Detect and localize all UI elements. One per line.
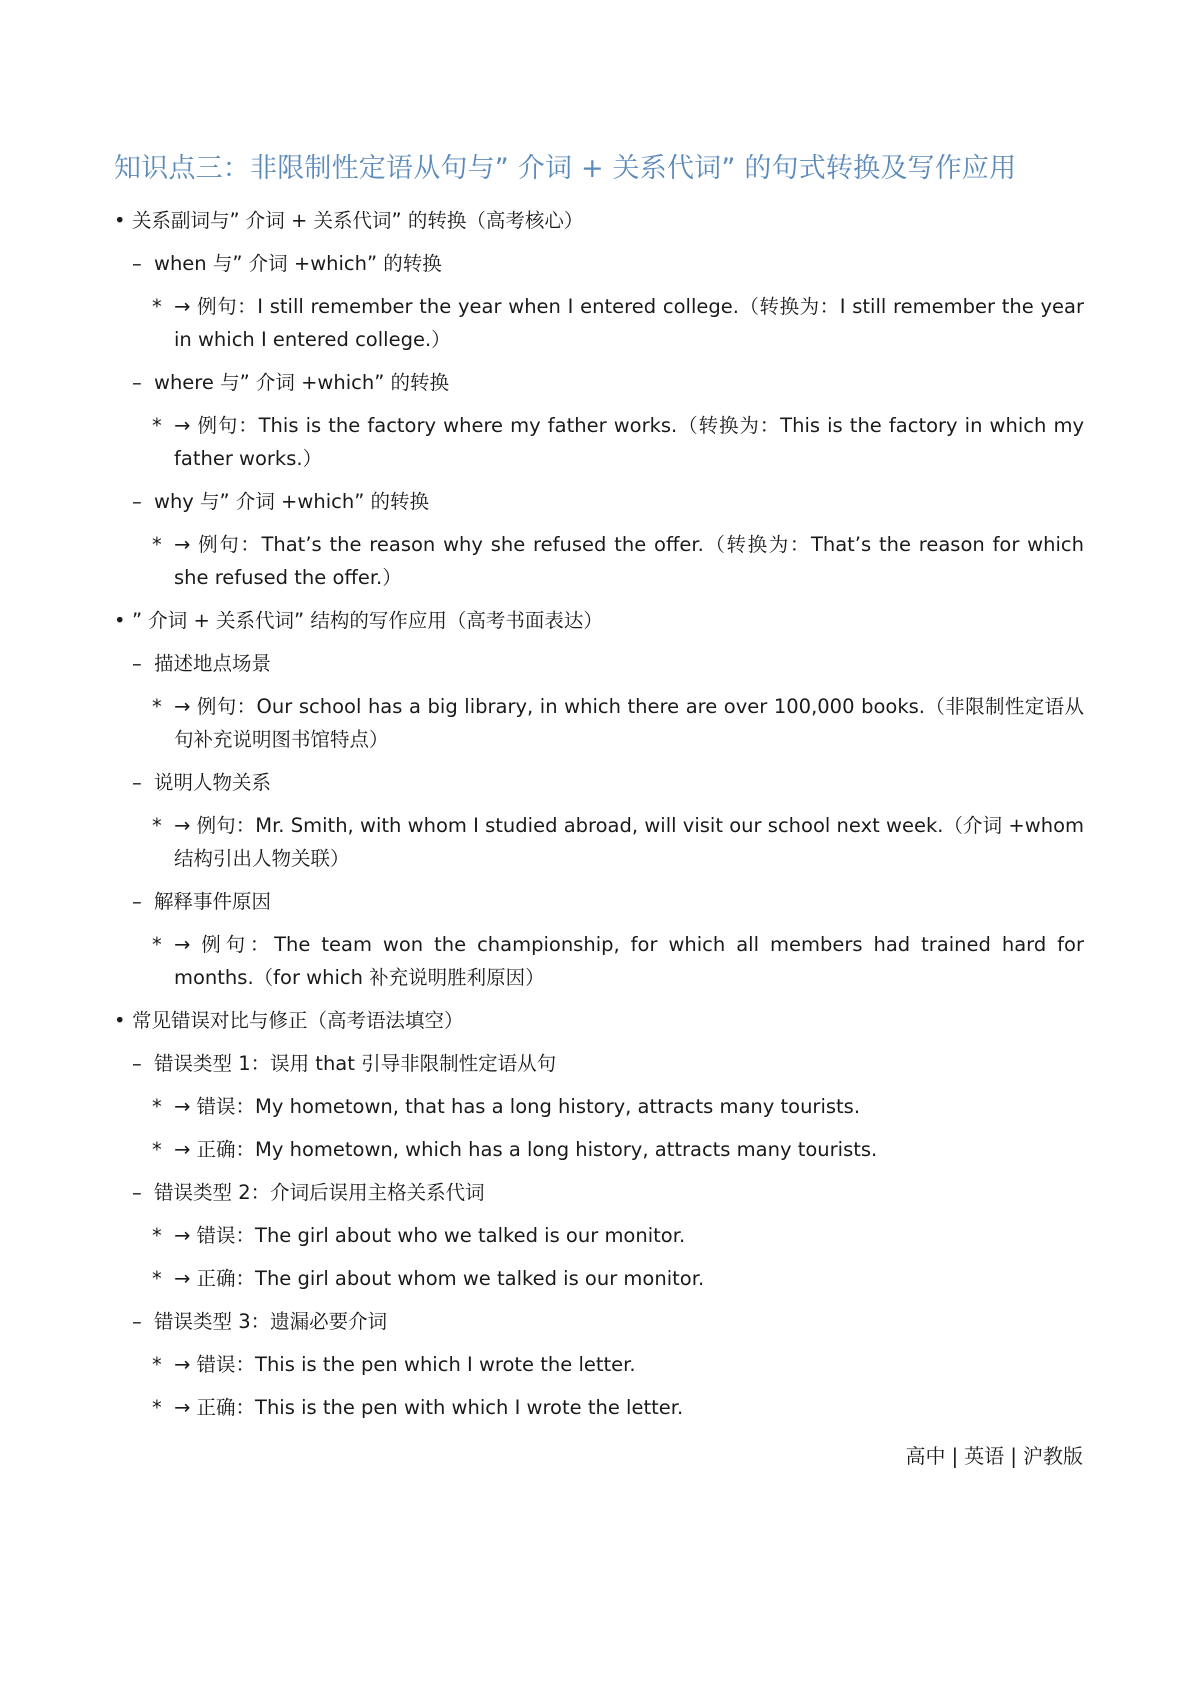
- list-item: [114, 604, 1084, 637]
- star-marker: *: [152, 533, 162, 556]
- example-item: [114, 690, 1084, 756]
- star-marker: *: [152, 814, 162, 837]
- item-text: → 例句：That’s the reason why she refused the offer.（转换为：That’s the reason for which she refused the offer.）: [174, 533, 1084, 589]
- sub-item: [114, 647, 1084, 680]
- item-text: when 与” 介词 +which” 的转换: [154, 252, 442, 275]
- example-item: [114, 409, 1084, 475]
- footer-stage: 高中: [905, 1444, 946, 1468]
- sub-item: [114, 766, 1084, 799]
- item-text: → 正确：This is the pen with which I wrote the letter.: [174, 1396, 684, 1419]
- dash-marker: –: [132, 1310, 142, 1333]
- item-text: where 与” 介词 +which” 的转换: [154, 371, 450, 394]
- sub-item: [114, 485, 1084, 518]
- example-item: [114, 290, 1084, 356]
- example-item: [114, 528, 1084, 594]
- dash-marker: –: [132, 890, 142, 913]
- sub-item: [114, 247, 1084, 280]
- bullet-marker: •: [114, 609, 126, 632]
- star-marker: *: [152, 295, 162, 318]
- star-marker: *: [152, 695, 162, 718]
- star-marker: *: [152, 1267, 162, 1290]
- item-text: → 例句：I still remember the year when I entered college.（转换为：I still remember the year in which I entered college.）: [174, 295, 1084, 351]
- star-marker: *: [152, 1095, 162, 1118]
- dash-marker: –: [132, 1052, 142, 1075]
- list-item: [114, 204, 1084, 237]
- item-text: 常见错误对比与修正（高考语法填空）: [132, 1009, 464, 1032]
- sub-item: [114, 1176, 1084, 1209]
- example-item: [114, 1391, 1084, 1424]
- star-marker: *: [152, 1224, 162, 1247]
- sub-item: [114, 1305, 1084, 1338]
- dash-marker: –: [132, 1181, 142, 1204]
- item-text: ” 介词 + 关系代词” 结构的写作应用（高考书面表达）: [132, 609, 603, 632]
- dash-marker: –: [132, 490, 142, 513]
- example-item: [114, 1133, 1084, 1166]
- item-text: why 与” 介词 +which” 的转换: [154, 490, 429, 513]
- sub-item: [114, 366, 1084, 399]
- list-item: [114, 1004, 1084, 1037]
- item-text: 描述地点场景: [154, 652, 272, 675]
- item-text: → 例句：The team won the championship, for which all members had trained hard for months.（for which 补充说明胜利原因）: [174, 933, 1084, 989]
- bullet-marker: •: [114, 209, 126, 232]
- example-item: [114, 1262, 1084, 1295]
- footer-separator: |: [951, 1444, 959, 1468]
- star-marker: *: [152, 1138, 162, 1161]
- star-marker: *: [152, 1396, 162, 1419]
- footer-subject: 英语: [964, 1444, 1005, 1468]
- item-text: → 错误：This is the pen which I wrote the letter.: [174, 1353, 636, 1376]
- item-text: → 错误：The girl about who we talked is our monitor.: [174, 1224, 686, 1247]
- example-item: [114, 809, 1084, 875]
- example-item: [114, 1090, 1084, 1123]
- footer-separator: |: [1010, 1444, 1017, 1468]
- item-text: → 例句：Our school has a big library, in which there are over 100,000 books.（非限制性定语从句补充说明图书馆特点）: [174, 695, 1084, 751]
- example-item: [114, 928, 1084, 994]
- item-text: → 例句：This is the factory where my father works.（转换为：This is the factory in which my father works.）: [174, 414, 1084, 470]
- item-text: 错误类型 1：误用 that 引导非限制性定语从句: [154, 1052, 557, 1075]
- bullet-marker: •: [114, 1009, 126, 1032]
- dash-marker: –: [132, 252, 142, 275]
- item-text: 错误类型 3：遗漏必要介词: [154, 1310, 388, 1333]
- item-text: → 正确：The girl about whom we talked is our monitor.: [174, 1267, 705, 1290]
- star-marker: *: [152, 414, 162, 437]
- item-text: 关系副词与” 介词 + 关系代词” 的转换（高考核心）: [132, 209, 584, 232]
- dash-marker: –: [132, 371, 142, 394]
- item-text: → 错误：My hometown, that has a long history, attracts many tourists.: [174, 1095, 861, 1118]
- dash-marker: –: [132, 652, 142, 675]
- footer: [906, 1440, 1084, 1469]
- star-marker: *: [152, 1353, 162, 1376]
- footer-edition: 沪教版: [1023, 1444, 1083, 1468]
- example-item: [114, 1348, 1084, 1381]
- item-text: 解释事件原因: [154, 890, 272, 913]
- item-text: → 正确：My hometown, which has a long history, attracts many tourists.: [174, 1138, 878, 1161]
- sub-item: [114, 885, 1084, 918]
- star-marker: *: [152, 933, 162, 956]
- section-title: 知识点三：非限制性定语从句与” 介词 + 关系代词” 的句式转换及写作应用: [114, 153, 1017, 184]
- dash-marker: –: [132, 771, 142, 794]
- item-text: → 例句：Mr. Smith, with whom I studied abroad, will visit our school next week.（介词 +whom 结构引出人物关联）: [174, 814, 1084, 870]
- content-list: [114, 204, 1084, 1424]
- item-text: 错误类型 2：介词后误用主格关系代词: [154, 1181, 485, 1204]
- example-item: [114, 1219, 1084, 1252]
- sub-item: [114, 1047, 1084, 1080]
- item-text: 说明人物关系: [154, 771, 272, 794]
